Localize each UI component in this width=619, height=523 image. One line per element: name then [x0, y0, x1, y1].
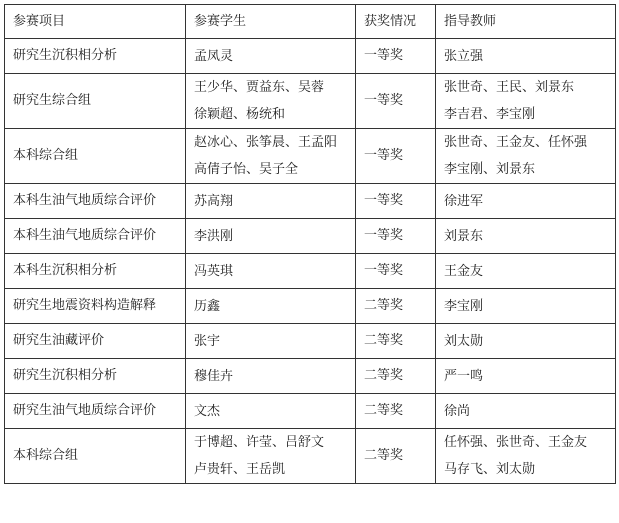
cell-students-line: 苏高翔 — [194, 193, 234, 209]
cell-students — [186, 289, 356, 324]
cell-students-line: 于博超、许莹、吕舒文 — [194, 435, 325, 450]
cell-students — [186, 324, 356, 359]
cell-advisor — [436, 324, 616, 359]
cell-advisor — [436, 39, 616, 74]
cell-students — [186, 129, 356, 184]
cell-project: 研究生油气地质综合评价 — [5, 394, 186, 429]
cell-students — [186, 394, 356, 429]
cell-students — [186, 429, 356, 484]
cell-students-line: 文杰 — [194, 403, 221, 419]
cell-award: 一等奖 — [356, 129, 436, 184]
cell-students — [186, 74, 356, 129]
cell-project: 研究生地震资料构造解释 — [5, 289, 186, 324]
cell-project: 本科生油气地质综合评价 — [5, 184, 186, 219]
cell-advisor — [436, 129, 616, 184]
cell-advisor-line: 李宝刚 — [444, 298, 484, 314]
header-advisor: 指导教师 — [436, 5, 616, 39]
cell-award: 一等奖 — [356, 184, 436, 219]
awards-table — [4, 4, 616, 484]
cell-students-line: 张宇 — [194, 333, 221, 349]
table-row — [5, 74, 616, 129]
cell-award: 二等奖 — [356, 359, 436, 394]
cell-advisor-line: 刘景东 — [444, 228, 484, 244]
cell-advisor — [436, 74, 616, 129]
cell-award: 一等奖 — [356, 74, 436, 129]
header-award: 获奖情况 — [356, 5, 436, 39]
cell-advisor-line: 张世奇、王金友、任怀强 — [444, 135, 588, 150]
cell-students-line: 卢贵轩、王岳凯 — [194, 462, 286, 477]
cell-project: 本科综合组 — [5, 129, 186, 184]
cell-advisor-line: 徐进军 — [444, 193, 484, 209]
cell-award: 一等奖 — [356, 39, 436, 74]
table-row — [5, 394, 616, 429]
cell-advisor — [436, 359, 616, 394]
cell-project: 研究生沉积相分析 — [5, 39, 186, 74]
table-row — [5, 254, 616, 289]
cell-advisor-line: 张世奇、王民、刘景东 — [444, 80, 575, 95]
cell-advisor — [436, 254, 616, 289]
cell-award: 一等奖 — [356, 254, 436, 289]
table-row — [5, 324, 616, 359]
header-students: 参赛学生 — [186, 5, 356, 39]
cell-students-line: 高倩子怡、吴子全 — [194, 162, 299, 177]
cell-advisor-line: 李吉君、李宝刚 — [444, 107, 536, 122]
cell-students-line: 赵冰心、张筝晨、王孟阳 — [194, 135, 338, 150]
cell-advisor-line: 王金友 — [444, 263, 484, 279]
cell-project: 本科生沉积相分析 — [5, 254, 186, 289]
table-row — [5, 219, 616, 254]
cell-students-line: 李洪刚 — [194, 228, 234, 244]
cell-award: 二等奖 — [356, 289, 436, 324]
cell-project: 本科生油气地质综合评价 — [5, 219, 186, 254]
cell-award: 二等奖 — [356, 429, 436, 484]
cell-students — [186, 359, 356, 394]
table-row — [5, 359, 616, 394]
cell-students — [186, 39, 356, 74]
table-row — [5, 184, 616, 219]
header-project: 参赛项目 — [5, 5, 186, 39]
cell-students-line: 历鑫 — [194, 298, 221, 314]
cell-advisor-line: 徐尚 — [444, 403, 471, 419]
cell-advisor — [436, 184, 616, 219]
cell-students-line: 冯英琪 — [194, 263, 234, 279]
cell-advisor-line: 张立强 — [444, 48, 484, 64]
cell-students — [186, 219, 356, 254]
cell-advisor — [436, 394, 616, 429]
cell-project: 研究生综合组 — [5, 74, 186, 129]
cell-advisor-line: 马存飞、刘太勋 — [444, 462, 536, 477]
cell-advisor — [436, 289, 616, 324]
cell-project: 研究生沉积相分析 — [5, 359, 186, 394]
cell-advisor-line: 任怀强、张世奇、王金友 — [444, 435, 588, 450]
cell-students-line: 徐颖超、杨统和 — [194, 107, 286, 122]
table-row — [5, 289, 616, 324]
cell-project: 本科综合组 — [5, 429, 186, 484]
cell-advisor — [436, 219, 616, 254]
cell-advisor-line: 刘太勋 — [444, 333, 484, 349]
cell-award: 二等奖 — [356, 394, 436, 429]
cell-advisor-line: 李宝刚、刘景东 — [444, 162, 536, 177]
cell-award: 一等奖 — [356, 219, 436, 254]
table-row — [5, 39, 616, 74]
table-row — [5, 429, 616, 484]
cell-students — [186, 254, 356, 289]
cell-students-line: 王少华、贾益东、吴蓉 — [194, 80, 325, 95]
cell-advisor-line: 严一鸣 — [444, 368, 484, 384]
cell-students — [186, 184, 356, 219]
table-row — [5, 129, 616, 184]
cell-students-line: 穆佳卉 — [194, 368, 234, 384]
cell-students-line: 孟凤灵 — [194, 48, 234, 64]
cell-advisor — [436, 429, 616, 484]
cell-award: 二等奖 — [356, 324, 436, 359]
table-body — [5, 39, 616, 484]
cell-project: 研究生油藏评价 — [5, 324, 186, 359]
table-header-row — [5, 5, 616, 39]
